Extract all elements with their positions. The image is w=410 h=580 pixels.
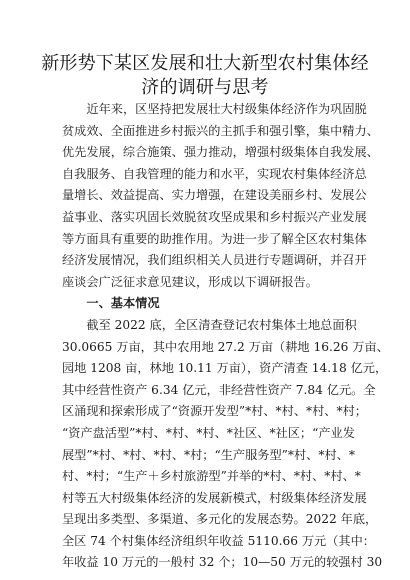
text-line: 区涌现和探索形成了“资源开发型”*村、*村、*村、*村；: [62, 404, 367, 419]
text-line: 呈现出多类型、多渠道、多元化的发展态势。2022 年底，: [62, 512, 378, 527]
text-line: 优先发展，综合施策、强力推动，增强村级集体自我发展、: [62, 145, 379, 160]
section-heading: 一、基本情况: [86, 296, 160, 311]
text-line: 量增长、效益提高、实力增强，在建设美丽乡村、发展公: [62, 188, 367, 203]
text-line: 贫成效、全面推进乡村振兴的主抓手和强引擎，集中精力、: [62, 123, 379, 138]
text-line: 园地 1208 亩，林地 10.11 万亩），资产清查 14.18 亿元，: [62, 361, 388, 376]
text-line: “资产盘活型”*村、*村、*村、*社区、*社区；“产业发: [62, 425, 355, 440]
text-line: 座谈会广泛征求意见建议，形成以下调研报告。: [62, 274, 318, 289]
document-body: [62, 99, 389, 574]
text-line: 其中经营性资产 6.34 亿元，非经营性资产 7.84 亿元。全: [62, 382, 376, 397]
text-line: 益事业、落实巩固长效脱贫攻坚成果和乡村振兴产业发展: [62, 209, 367, 224]
text-line: 全区 74 个村集体经济组织年收益 5110.66 万元（其中：: [62, 533, 375, 548]
text-line: 村、*村；“生产＋乡村旅游型”并举的*村、*村、*村、*: [62, 469, 361, 484]
intro-paragraph: [62, 99, 379, 293]
text-line: 村等五大村级集体经济的发展新模式，村级集体经济发展: [62, 490, 367, 505]
title-line-2: 济的调研与思考: [141, 77, 269, 98]
document-title: [40, 52, 370, 100]
text-line: 截至 2022 底，全区清查登记农村集体土地总面积: [86, 317, 357, 332]
text-line: 年收益 10 万元的一般村 32 个；10—50 万元的较强村 30: [62, 555, 383, 570]
text-line: 自我服务、自我管理的能力和水平，实现农村集体经济总: [62, 166, 367, 181]
text-line: 近年来，区坚持把发展壮大村级集体经济作为巩固脱: [86, 102, 367, 116]
text-line: 展型”*村、*村、*村、*村；“生产服务型”*村、*村、*: [62, 447, 355, 462]
text-line: 30.0665 万亩，其中农用地 27.2 万亩（耕地 16.26 万亩、: [62, 339, 389, 354]
text-line: 经济发展情况，我们组织相关人员进行专题调研，并召开: [62, 253, 367, 268]
section-paragraph: [62, 315, 389, 574]
text-line: 等方面具有重要的助推作用。为进一步了解全区农村集体: [62, 231, 367, 246]
title-line-1: 新形势下某区发展和壮大新型农村集体经: [41, 53, 369, 74]
